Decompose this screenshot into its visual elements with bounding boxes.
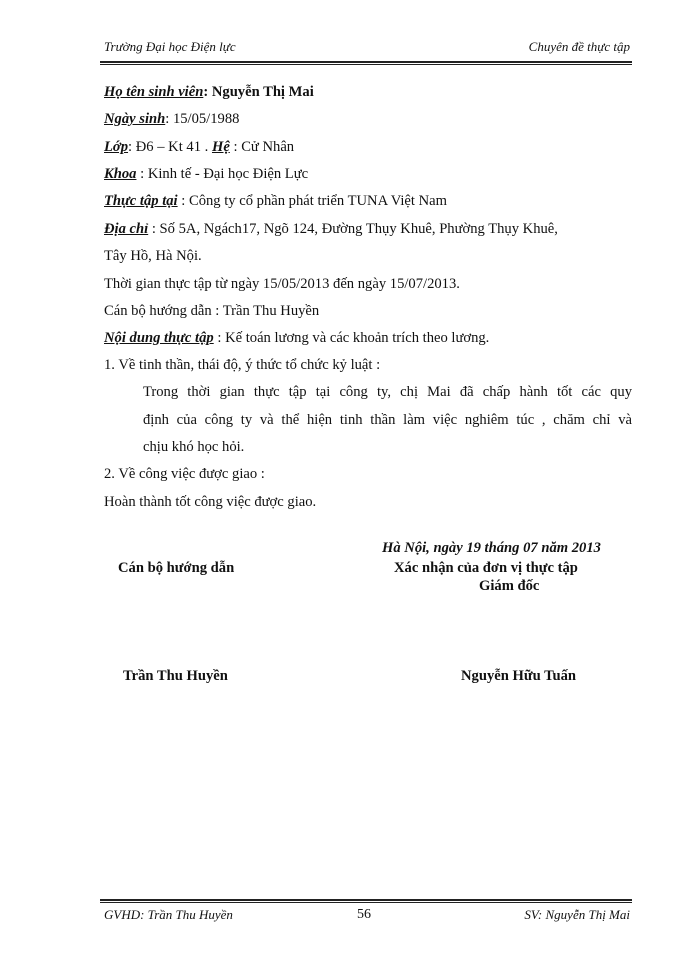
footer-student: SV: Nguyễn Thị Mai xyxy=(524,907,630,922)
internship-value: Công ty cổ phần phát triển TUNA Việt Nam xyxy=(188,193,447,209)
address-value-1: Số 5A, Ngách17, Ngõ 124, Đường Thụy Khuê, Phường Thụy Khuê, xyxy=(159,221,558,237)
signature-date: Hà Nội, ngày 19 tháng 07 năm 2013 xyxy=(382,540,601,556)
assessment-item2-title: 2. Về công việc được giao : xyxy=(104,466,265,482)
left-signer-name: Trần Thu Huyền xyxy=(123,668,228,684)
faculty-label: Khoa xyxy=(104,166,137,182)
address-label: Địa chỉ xyxy=(104,221,149,237)
header-rule xyxy=(100,61,632,63)
internship-label: Thực tập tại xyxy=(104,193,178,209)
class-label: Lớp xyxy=(104,139,129,155)
header-title: Chuyên đề thực tập xyxy=(528,39,630,54)
faculty-line: Khoa : Kinh tế - Đại học Điện Lực xyxy=(104,166,309,182)
class-line: Lớp: Đ6 – Kt 41 . Hệ : Cử Nhân xyxy=(104,139,295,155)
internship-period: Thời gian thực tập từ ngày 15/05/2013 đến ngày 15/07/2013. xyxy=(104,276,460,292)
dob-line: Ngày sinh: 15/05/1988 xyxy=(104,111,240,127)
dob-value: 15/05/1988 xyxy=(172,111,240,127)
assessment-item1-title: 1. Về tinh thần, thái độ, ý thức tổ chức kỷ luật : xyxy=(104,357,381,373)
system-value: Cử Nhân xyxy=(241,139,295,155)
student-name-line: Họ tên sinh viên: Nguyễn Thị Mai xyxy=(104,84,314,100)
student-name-value: Nguyễn Thị Mai xyxy=(211,84,314,100)
internship-line: Thực tập tại : Công ty cổ phần phát triển TUNA Việt Nam xyxy=(104,193,447,209)
class-value: Đ6 – Kt 41 . xyxy=(135,139,209,155)
right-signer-title: Xác nhận của đơn vị thực tập xyxy=(394,560,578,576)
assessment-item1-line1: Trong thời gian thực tập tại công ty, chị Mai đã chấp hành tốt các quy xyxy=(143,384,632,400)
footer-rule-thin xyxy=(100,902,632,903)
footer-advisor: GVHD: Trần Thu Huyền xyxy=(104,907,233,922)
footer-rule xyxy=(100,899,632,901)
content-line: Nội dung thực tập : Kế toán lương và các khoản trích theo lương. xyxy=(104,330,490,346)
header-rule-thin xyxy=(100,64,632,65)
right-signer-name: Nguyễn Hữu Tuấn xyxy=(461,668,577,684)
header-school: Trường Đại học Điện lực xyxy=(104,39,236,54)
assessment-item1-line2: định của công ty và thể hiện tinh thần làm việc nghiêm túc , chăm chỉ và xyxy=(143,412,632,428)
content-label: Nội dung thực tập xyxy=(104,330,214,346)
dob-label: Ngày sinh xyxy=(104,111,166,127)
right-signer-role: Giám đốc xyxy=(479,578,540,594)
faculty-value: Kinh tế - Đại học Điện Lực xyxy=(147,166,309,182)
student-name-label: Họ tên sinh viên xyxy=(104,84,204,100)
address-line-2: Tây Hồ, Hà Nội. xyxy=(104,248,202,264)
content-value: Kế toán lương và các khoản trích theo lương. xyxy=(225,330,490,346)
address-line: Địa chỉ : Số 5A, Ngách17, Ngõ 124, Đường Thụy Khuê, Phường Thụy Khuê, xyxy=(104,221,558,237)
system-label: Hệ xyxy=(211,139,230,155)
page-number: 56 xyxy=(357,907,371,922)
assessment-item2-body: Hoàn thành tốt công việc được giao. xyxy=(104,494,317,510)
supervisor-line: Cán bộ hướng dẫn : Trần Thu Huyền xyxy=(104,303,320,319)
assessment-item1-line3: chịu khó học hỏi. xyxy=(143,439,245,455)
left-signer-title: Cán bộ hướng dẫn xyxy=(118,560,235,576)
